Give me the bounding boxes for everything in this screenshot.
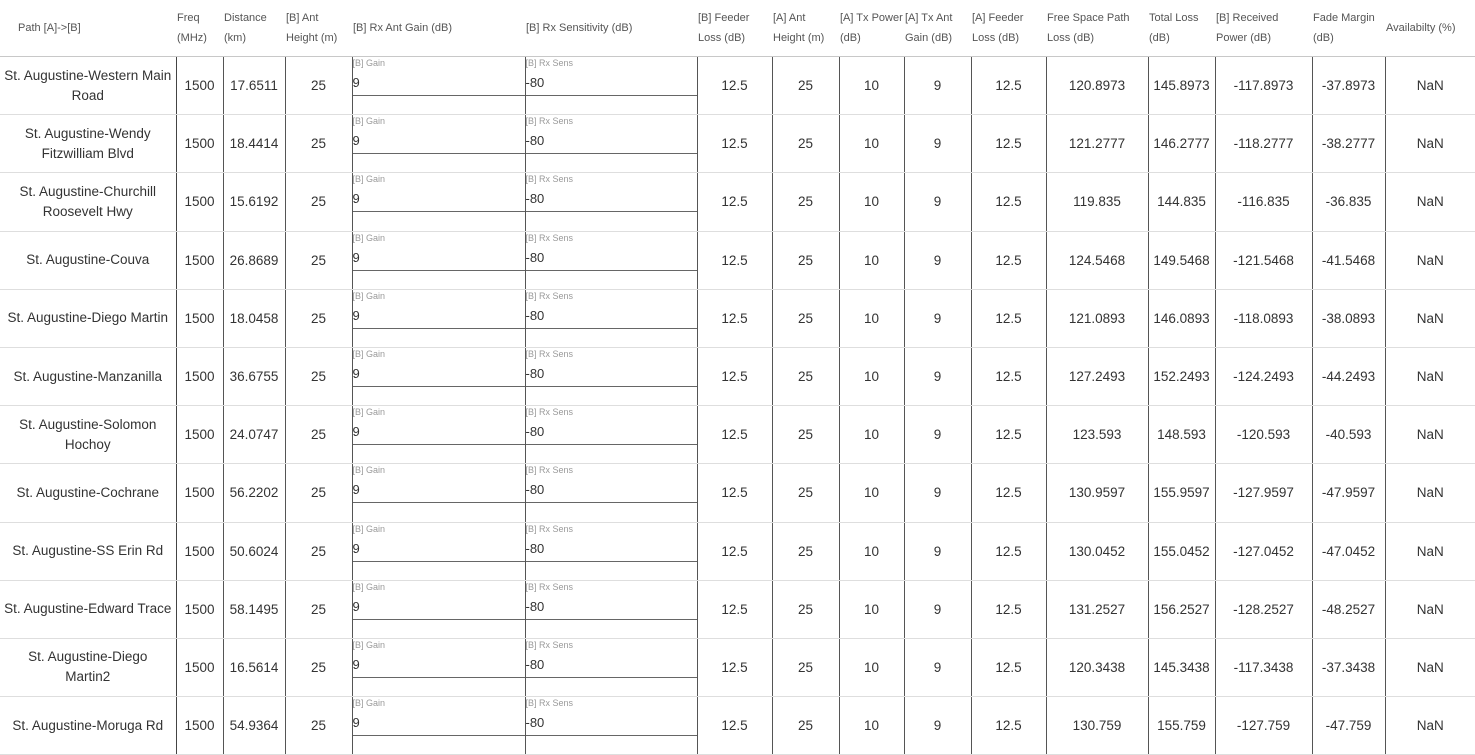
rx-sens-cell (525, 406, 697, 464)
header-distance: Distance (km) (223, 0, 285, 57)
tx-gain-cell: 9 (904, 347, 971, 405)
path-cell: St. Augustine-Diego Martin2 (0, 638, 176, 696)
freq-cell: 1500 (176, 115, 223, 173)
freq-cell: 1500 (176, 522, 223, 580)
fspl-cell: 121.0893 (1046, 289, 1148, 347)
rx-sens-label: [B] Rx Sens (525, 58, 574, 68)
fade-margin-cell: -40.593 (1312, 406, 1385, 464)
a-ant-height-cell: 25 (772, 464, 839, 522)
total-loss-cell: 155.759 (1148, 697, 1215, 755)
table-header-row (0, 0, 1475, 57)
rx-sens-input[interactable] (526, 366, 697, 382)
availability-cell: NaN (1385, 57, 1475, 115)
rx-sens-label: [B] Rx Sens (525, 465, 574, 476)
table-row (0, 638, 1475, 696)
rx-gain-input[interactable] (353, 482, 525, 498)
path-cell: St. Augustine-Wendy Fitzwilliam Blvd (0, 115, 176, 173)
a-ant-height-cell: 25 (772, 697, 839, 755)
rx-gain-input[interactable] (353, 250, 525, 266)
freq-cell: 1500 (176, 173, 223, 231)
distance-cell: 17.6511 (223, 57, 285, 115)
b-feeder-loss-cell: 12.5 (697, 115, 772, 173)
a-feeder-loss-cell: 12.5 (971, 173, 1046, 231)
rx-sens-input[interactable] (526, 75, 697, 91)
rx-gain-cell (352, 464, 525, 522)
rx-gain-field (353, 406, 525, 445)
fade-margin-cell: -37.3438 (1312, 638, 1385, 696)
b-feeder-loss-cell: 12.5 (697, 580, 772, 638)
fspl-cell: 130.0452 (1046, 522, 1148, 580)
path-cell: St. Augustine-Edward Trace (0, 580, 176, 638)
a-feeder-loss-cell: 12.5 (971, 697, 1046, 755)
b-feeder-loss-cell: 12.5 (697, 638, 772, 696)
b-ant-height-cell: 25 (285, 522, 352, 580)
rx-sens-field (526, 639, 697, 678)
rx-sens-cell (525, 347, 697, 405)
table-row (0, 347, 1475, 405)
rx-sens-input[interactable] (526, 424, 697, 440)
tx-gain-cell: 9 (904, 580, 971, 638)
b-ant-height-cell: 25 (285, 289, 352, 347)
rx-sens-cell (525, 289, 697, 347)
rx-sens-label: [B] Rx Sens (525, 174, 574, 185)
a-ant-height-cell: 25 (772, 173, 839, 231)
rx-gain-field (353, 290, 525, 329)
header-path: Path [A]->[B] (0, 0, 176, 57)
table-row (0, 57, 1475, 115)
b-ant-height-cell: 25 (285, 57, 352, 115)
rx-gain-field (353, 348, 525, 387)
b-ant-height-cell: 25 (285, 173, 352, 231)
b-ant-height-cell: 25 (285, 580, 352, 638)
rx-sens-label: [B] Rx Sens (525, 407, 574, 418)
b-ant-height-cell: 25 (285, 406, 352, 464)
fade-margin-cell: -47.759 (1312, 697, 1385, 755)
rx-gain-label: [B] Gain (352, 232, 386, 243)
fade-margin-cell: -36.835 (1312, 173, 1385, 231)
rx-sens-label: [B] Rx Sens (525, 348, 574, 359)
distance-cell: 36.6755 (223, 347, 285, 405)
tx-power-cell: 10 (839, 347, 904, 405)
rx-sens-field (526, 464, 697, 503)
a-feeder-loss-cell: 12.5 (971, 115, 1046, 173)
rx-gain-field (353, 581, 525, 620)
tx-gain-cell: 9 (904, 231, 971, 289)
tx-power-cell: 10 (839, 638, 904, 696)
rx-sens-field (526, 581, 697, 620)
rx-power-cell: -127.0452 (1215, 522, 1312, 580)
fade-margin-cell: -37.8973 (1312, 57, 1385, 115)
distance-cell: 18.0458 (223, 289, 285, 347)
availability-cell: NaN (1385, 115, 1475, 173)
rx-gain-label: [B] Gain (352, 174, 386, 185)
header-rx-ant-gain: [B] Rx Ant Gain (dB) (352, 0, 525, 57)
table-row (0, 406, 1475, 464)
rx-gain-label: [B] Gain (352, 116, 386, 127)
fspl-cell: 124.5468 (1046, 231, 1148, 289)
path-cell: St. Augustine-Western Main Road (0, 57, 176, 115)
availability-cell: NaN (1385, 347, 1475, 405)
rx-sens-cell (525, 115, 697, 173)
header-fade-margin: Fade Margin (dB) (1312, 0, 1385, 57)
tx-power-cell: 10 (839, 289, 904, 347)
tx-power-cell: 10 (839, 580, 904, 638)
availability-cell: NaN (1385, 173, 1475, 231)
rx-power-cell: -121.5468 (1215, 231, 1312, 289)
a-feeder-loss-cell: 12.5 (971, 522, 1046, 580)
total-loss-cell: 146.0893 (1148, 289, 1215, 347)
header-received-power: [B] Received Power (dB) (1215, 0, 1312, 57)
rx-gain-cell (352, 115, 525, 173)
header-tx-ant-gain: [A] Tx Ant Gain (dB) (904, 0, 971, 57)
path-cell: St. Augustine-Couva (0, 231, 176, 289)
tx-gain-cell: 9 (904, 522, 971, 580)
tx-power-cell: 10 (839, 522, 904, 580)
rx-gain-cell (352, 347, 525, 405)
rx-gain-field (353, 115, 525, 154)
availability-cell: NaN (1385, 406, 1475, 464)
header-b-feeder-loss: [B] Feeder Loss (dB) (697, 0, 772, 57)
a-ant-height-cell: 25 (772, 580, 839, 638)
fspl-cell: 131.2527 (1046, 580, 1148, 638)
distance-cell: 15.6192 (223, 173, 285, 231)
rx-sens-label: [B] Rx Sens (525, 290, 574, 301)
a-feeder-loss-cell: 12.5 (971, 57, 1046, 115)
rx-gain-label: [B] Gain (352, 407, 386, 418)
fade-margin-cell: -38.2777 (1312, 115, 1385, 173)
a-feeder-loss-cell: 12.5 (971, 464, 1046, 522)
total-loss-cell: 152.2493 (1148, 347, 1215, 405)
freq-cell: 1500 (176, 464, 223, 522)
rx-sens-field (526, 290, 697, 329)
freq-cell: 1500 (176, 580, 223, 638)
header-a-ant-height: [A] Ant Height (m) (772, 0, 839, 57)
a-ant-height-cell: 25 (772, 231, 839, 289)
distance-cell: 54.9364 (223, 697, 285, 755)
rx-power-cell: -116.835 (1215, 173, 1312, 231)
rx-gain-label: [B] Gain (352, 639, 386, 650)
path-cell: St. Augustine-Cochrane (0, 464, 176, 522)
header-a-feeder-loss: [A] Feeder Loss (dB) (971, 0, 1046, 57)
tx-power-cell: 10 (839, 231, 904, 289)
freq-cell: 1500 (176, 231, 223, 289)
rx-sens-field (526, 697, 697, 736)
a-ant-height-cell: 25 (772, 115, 839, 173)
header-availability: Availabilty (%) (1385, 0, 1475, 57)
rx-sens-field (526, 406, 697, 445)
header-tx-power: [A] Tx Power (dB) (839, 0, 904, 57)
rx-sens-input[interactable] (526, 308, 697, 324)
fspl-cell: 121.2777 (1046, 115, 1148, 173)
path-cell: St. Augustine-Manzanilla (0, 347, 176, 405)
rx-power-cell: -127.9597 (1215, 464, 1312, 522)
rx-gain-input[interactable] (353, 133, 525, 149)
b-ant-height-cell: 25 (285, 347, 352, 405)
rx-gain-field (353, 57, 525, 96)
fspl-cell: 119.835 (1046, 173, 1148, 231)
tx-gain-cell: 9 (904, 115, 971, 173)
rx-power-cell: -117.8973 (1215, 57, 1312, 115)
total-loss-cell: 145.8973 (1148, 57, 1215, 115)
rx-gain-field (353, 697, 525, 736)
tx-gain-cell: 9 (904, 697, 971, 755)
rx-gain-field (353, 639, 525, 678)
rx-gain-field (353, 173, 525, 212)
rx-sens-cell (525, 464, 697, 522)
path-cell: St. Augustine-Moruga Rd (0, 697, 176, 755)
tx-power-cell: 10 (839, 57, 904, 115)
distance-cell: 26.8689 (223, 231, 285, 289)
rx-sens-input[interactable] (526, 715, 697, 731)
rx-sens-input[interactable] (526, 599, 697, 615)
rx-gain-input[interactable] (353, 599, 525, 615)
tx-power-cell: 10 (839, 464, 904, 522)
header-b-ant-height: [B] Ant Height (m) (285, 0, 352, 57)
a-feeder-loss-cell: 12.5 (971, 406, 1046, 464)
rx-power-cell: -124.2493 (1215, 347, 1312, 405)
tx-power-cell: 10 (839, 697, 904, 755)
path-cell: St. Augustine-SS Erin Rd (0, 522, 176, 580)
rx-power-cell: -117.3438 (1215, 638, 1312, 696)
rx-sens-cell (525, 231, 697, 289)
rx-sens-cell (525, 638, 697, 696)
b-feeder-loss-cell: 12.5 (697, 289, 772, 347)
distance-cell: 50.6024 (223, 522, 285, 580)
rx-gain-cell (352, 57, 525, 115)
availability-cell: NaN (1385, 231, 1475, 289)
rx-gain-input[interactable] (353, 715, 525, 731)
total-loss-cell: 144.835 (1148, 173, 1215, 231)
rx-power-cell: -120.593 (1215, 406, 1312, 464)
table-row (0, 580, 1475, 638)
rx-power-cell: -118.2777 (1215, 115, 1312, 173)
fspl-cell: 130.759 (1046, 697, 1148, 755)
path-cell: St. Augustine-Diego Martin (0, 289, 176, 347)
b-ant-height-cell: 25 (285, 115, 352, 173)
rx-sens-cell (525, 697, 697, 755)
b-feeder-loss-cell: 12.5 (697, 406, 772, 464)
rx-power-cell: -128.2527 (1215, 580, 1312, 638)
rx-gain-cell (352, 638, 525, 696)
distance-cell: 56.2202 (223, 464, 285, 522)
total-loss-cell: 146.2777 (1148, 115, 1215, 173)
rx-gain-input[interactable] (353, 191, 525, 207)
fspl-cell: 130.9597 (1046, 464, 1148, 522)
a-feeder-loss-cell: 12.5 (971, 580, 1046, 638)
availability-cell: NaN (1385, 697, 1475, 755)
a-ant-height-cell: 25 (772, 57, 839, 115)
rx-gain-label: [B] Gain (352, 290, 386, 301)
availability-cell: NaN (1385, 289, 1475, 347)
fspl-cell: 127.2493 (1046, 347, 1148, 405)
freq-cell: 1500 (176, 406, 223, 464)
rx-gain-cell (352, 580, 525, 638)
tx-power-cell: 10 (839, 406, 904, 464)
tx-gain-cell: 9 (904, 406, 971, 464)
tx-power-cell: 10 (839, 115, 904, 173)
fspl-cell: 123.593 (1046, 406, 1148, 464)
rx-sens-label: [B] Rx Sens (525, 581, 574, 592)
rx-gain-input[interactable] (353, 75, 525, 91)
availability-cell: NaN (1385, 522, 1475, 580)
rx-power-cell: -127.759 (1215, 697, 1312, 755)
rx-sens-field (526, 523, 697, 562)
header-rx-sensitivity: [B] Rx Sensitivity (dB) (525, 0, 697, 57)
freq-cell: 1500 (176, 697, 223, 755)
tx-gain-cell: 9 (904, 57, 971, 115)
a-feeder-loss-cell: 12.5 (971, 231, 1046, 289)
rx-sens-cell (525, 580, 697, 638)
rx-gain-label: [B] Gain (352, 698, 386, 709)
tx-gain-cell: 9 (904, 289, 971, 347)
distance-cell: 16.5614 (223, 638, 285, 696)
rx-sens-label: [B] Rx Sens (525, 232, 574, 243)
table-row (0, 464, 1475, 522)
b-feeder-loss-cell: 12.5 (697, 522, 772, 580)
rx-gain-label: [B] Gain (352, 581, 386, 592)
rx-sens-label: [B] Rx Sens (525, 523, 574, 534)
b-feeder-loss-cell: 12.5 (697, 697, 772, 755)
path-cell: St. Augustine-Churchill Roosevelt Hwy (0, 173, 176, 231)
fade-margin-cell: -44.2493 (1312, 347, 1385, 405)
freq-cell: 1500 (176, 347, 223, 405)
freq-cell: 1500 (176, 57, 223, 115)
a-ant-height-cell: 25 (772, 406, 839, 464)
rx-gain-input[interactable] (353, 424, 525, 440)
rx-sens-cell (525, 173, 697, 231)
a-feeder-loss-cell: 12.5 (971, 638, 1046, 696)
table-row (0, 173, 1475, 231)
b-ant-height-cell: 25 (285, 697, 352, 755)
distance-cell: 24.0747 (223, 406, 285, 464)
total-loss-cell: 148.593 (1148, 406, 1215, 464)
fspl-cell: 120.3438 (1046, 638, 1148, 696)
rx-gain-cell (352, 289, 525, 347)
freq-cell: 1500 (176, 289, 223, 347)
distance-cell: 58.1495 (223, 580, 285, 638)
rx-gain-cell (352, 173, 525, 231)
rx-gain-label: [B] Gain (352, 465, 386, 476)
table-row (0, 522, 1475, 580)
rx-sens-input[interactable] (526, 250, 697, 266)
b-feeder-loss-cell: 12.5 (697, 464, 772, 522)
a-ant-height-cell: 25 (772, 289, 839, 347)
a-ant-height-cell: 25 (772, 347, 839, 405)
b-feeder-loss-cell: 12.5 (697, 347, 772, 405)
rx-sens-input[interactable] (526, 133, 697, 149)
rx-gain-input[interactable] (353, 366, 525, 382)
availability-cell: NaN (1385, 638, 1475, 696)
total-loss-cell: 145.3438 (1148, 638, 1215, 696)
a-ant-height-cell: 25 (772, 638, 839, 696)
rx-gain-label: [B] Gain (352, 348, 386, 359)
total-loss-cell: 156.2527 (1148, 580, 1215, 638)
table-row (0, 289, 1475, 347)
rx-gain-cell (352, 231, 525, 289)
fade-margin-cell: -47.9597 (1312, 464, 1385, 522)
b-feeder-loss-cell: 12.5 (697, 173, 772, 231)
b-ant-height-cell: 25 (285, 464, 352, 522)
a-feeder-loss-cell: 12.5 (971, 347, 1046, 405)
freq-cell: 1500 (176, 638, 223, 696)
rx-sens-label: [B] Rx Sens (525, 698, 574, 709)
rx-gain-cell (352, 522, 525, 580)
header-freq: Freq (MHz) (176, 0, 223, 57)
rx-sens-input[interactable] (526, 657, 697, 673)
a-ant-height-cell: 25 (772, 522, 839, 580)
rx-sens-cell (525, 522, 697, 580)
total-loss-cell: 155.0452 (1148, 522, 1215, 580)
rx-gain-field (353, 232, 525, 271)
tx-gain-cell: 9 (904, 173, 971, 231)
b-ant-height-cell: 25 (285, 638, 352, 696)
b-feeder-loss-cell: 12.5 (697, 57, 772, 115)
table-row (0, 115, 1475, 173)
fade-margin-cell: -41.5468 (1312, 231, 1385, 289)
availability-cell: NaN (1385, 580, 1475, 638)
a-feeder-loss-cell: 12.5 (971, 289, 1046, 347)
rx-sens-input[interactable] (526, 541, 697, 557)
rx-sens-label: [B] Rx Sens (525, 639, 574, 650)
rx-sens-input[interactable] (526, 482, 697, 498)
rx-sens-field (526, 57, 697, 96)
total-loss-cell: 149.5468 (1148, 231, 1215, 289)
rx-sens-field (526, 115, 697, 154)
table-row (0, 697, 1475, 755)
availability-cell: NaN (1385, 464, 1475, 522)
tx-gain-cell: 9 (904, 464, 971, 522)
rx-gain-field (353, 464, 525, 503)
rx-sens-field (526, 348, 697, 387)
rx-sens-label: [B] Rx Sens (525, 116, 574, 127)
tx-gain-cell: 9 (904, 638, 971, 696)
rx-sens-field (526, 232, 697, 271)
header-fspl: Free Space Path Loss (dB) (1046, 0, 1148, 57)
rx-sens-field (526, 173, 697, 212)
fade-margin-cell: -38.0893 (1312, 289, 1385, 347)
fspl-cell: 120.8973 (1046, 57, 1148, 115)
rx-sens-input[interactable] (526, 191, 697, 207)
rx-gain-label: [B] Gain (352, 58, 386, 68)
rx-gain-cell (352, 406, 525, 464)
rx-gain-label: [B] Gain (352, 523, 386, 534)
rx-sens-cell (525, 57, 697, 115)
total-loss-cell: 155.9597 (1148, 464, 1215, 522)
rx-gain-cell (352, 697, 525, 755)
rx-gain-input[interactable] (353, 308, 525, 324)
distance-cell: 18.4414 (223, 115, 285, 173)
b-feeder-loss-cell: 12.5 (697, 231, 772, 289)
b-ant-height-cell: 25 (285, 231, 352, 289)
fade-margin-cell: -47.0452 (1312, 522, 1385, 580)
rx-gain-input[interactable] (353, 541, 525, 557)
header-total-loss: Total Loss (dB) (1148, 0, 1215, 57)
path-cell: St. Augustine-Solomon Hochoy (0, 406, 176, 464)
tx-power-cell: 10 (839, 173, 904, 231)
rx-power-cell: -118.0893 (1215, 289, 1312, 347)
table-row (0, 231, 1475, 289)
rx-gain-field (353, 523, 525, 562)
fade-margin-cell: -48.2527 (1312, 580, 1385, 638)
rx-gain-input[interactable] (353, 657, 525, 673)
